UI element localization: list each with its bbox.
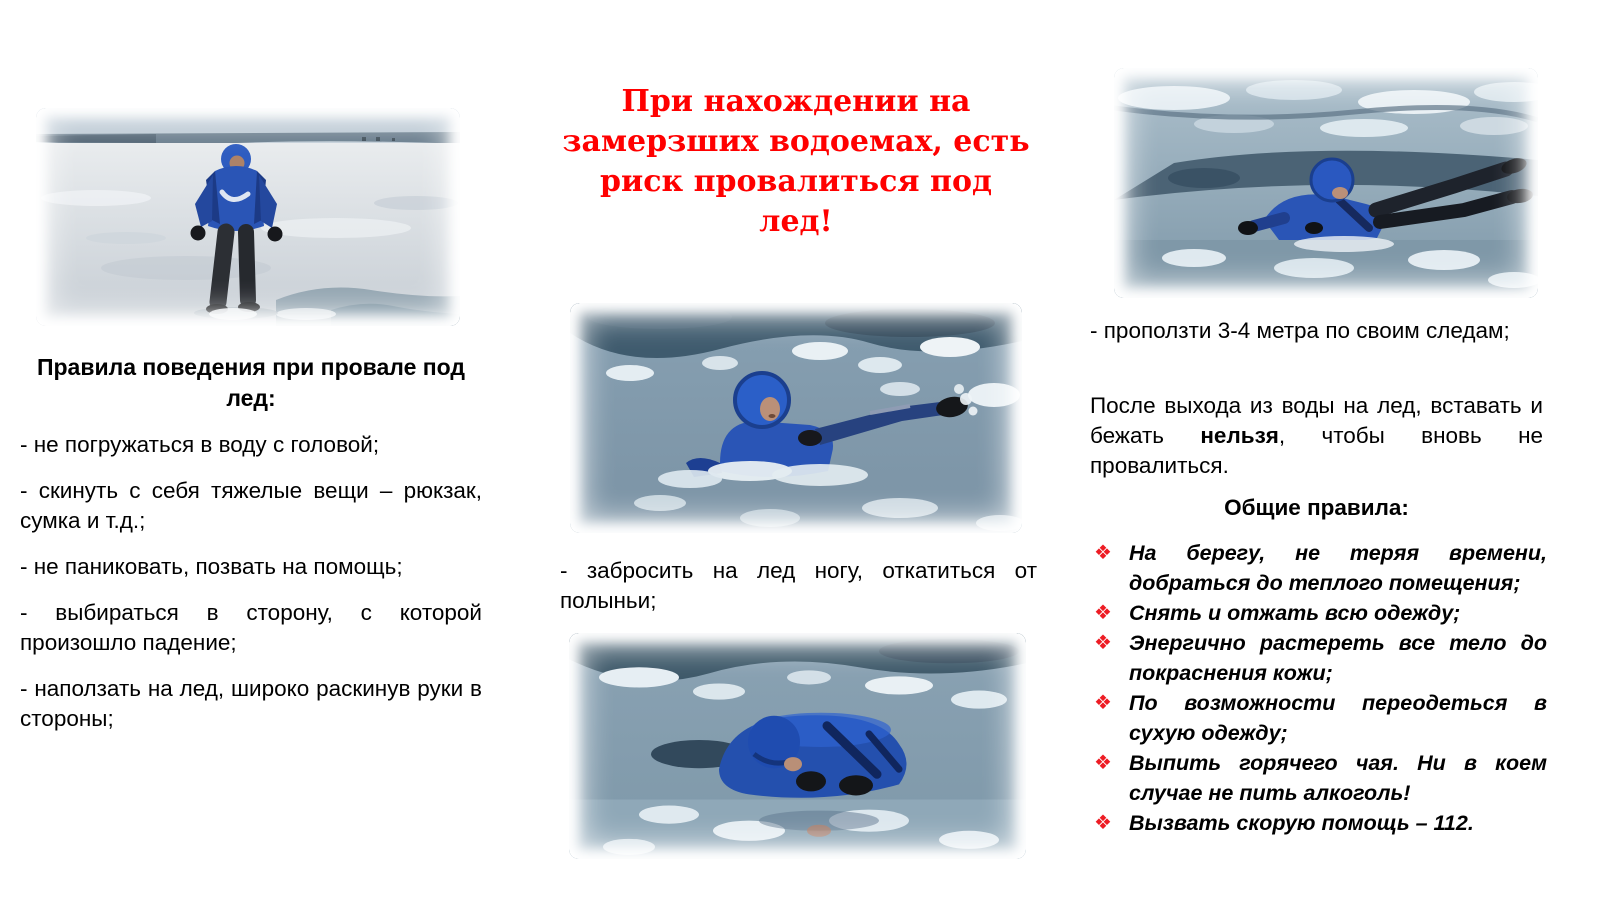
rule-item: [1092, 688, 1547, 748]
in-water-illustration: [570, 303, 1022, 533]
crawling-out-illustration: [569, 633, 1026, 859]
para-bold-word: нельзя: [1200, 423, 1279, 448]
para-before: После выхода из воды на лед, вставать и бежать: [1090, 393, 1543, 448]
left-heading: Правила поведения при провале под лед:: [36, 354, 466, 411]
photo-crawling-legs-spread: [1114, 68, 1538, 298]
rule-item: [1092, 748, 1547, 808]
rule-text: На берегу, не теряя времени, добраться до теплого помещения;: [1129, 541, 1547, 595]
list-item: - скинуть с себя тяжелые вещи – рюкзак, сумка и т.д.;: [20, 478, 482, 533]
rule-text: Выпить горячего чая. Ни в коем случае не пить алкоголь!: [1129, 751, 1547, 805]
photo-in-water: [570, 303, 1022, 533]
title-line: При нахождении на: [621, 84, 971, 119]
crawling-legs-spread-illustration: [1114, 68, 1538, 298]
para-after: , чтобы вновь не провалиться.: [1090, 423, 1544, 478]
diamond-bullet-icon: ❖: [1094, 752, 1112, 774]
title-line: замерзших водоемах, есть: [562, 124, 1030, 159]
walking-on-ice-illustration: [36, 108, 460, 326]
right-crawl-item: - проползти 3-4 метра по своим следам;: [1090, 318, 1510, 343]
rule-text: По возможности переодеться в сухую одежду;: [1129, 691, 1547, 745]
title-line: лед!: [759, 204, 833, 239]
rule-text: Вызвать скорую помощь – 112.: [1129, 811, 1474, 835]
photo-walking-on-ice: [36, 108, 460, 326]
general-rules-list: [1092, 538, 1547, 838]
middle-caption: - забросить на лед ногу, откатиться от полыньи;: [560, 558, 1037, 613]
list-item: - не погружаться в воду с головой;: [20, 432, 380, 457]
list-item: - выбираться в сторону, с которой произошло падение;: [20, 600, 482, 655]
list-item: - не паниковать, позвать на помощь;: [20, 554, 403, 579]
rule-text: Снять и отжать всю одежду;: [1129, 601, 1461, 625]
title-line: риск провалиться под: [599, 164, 993, 199]
rule-item: [1092, 628, 1547, 688]
list-item: - наползать на лед, широко раскинув руки в стороны;: [20, 676, 482, 731]
right-paragraph: [1090, 391, 1543, 497]
rule-item: [1092, 808, 1547, 838]
general-rules-heading: Общие правила:: [1224, 495, 1409, 520]
diamond-bullet-icon: ❖: [1094, 632, 1112, 654]
diamond-bullet-icon: ❖: [1094, 692, 1112, 714]
diamond-bullet-icon: ❖: [1094, 812, 1112, 834]
rule-text: Энергично растереть все тело до покраснения кожи;: [1129, 631, 1547, 685]
main-title: [548, 82, 1044, 242]
left-rules-list: [20, 430, 482, 750]
diamond-bullet-icon: ❖: [1094, 602, 1112, 624]
diamond-bullet-icon: ❖: [1094, 542, 1112, 564]
photo-crawling-out: [569, 633, 1026, 859]
rule-item: [1092, 598, 1547, 628]
rule-item: [1092, 538, 1547, 598]
